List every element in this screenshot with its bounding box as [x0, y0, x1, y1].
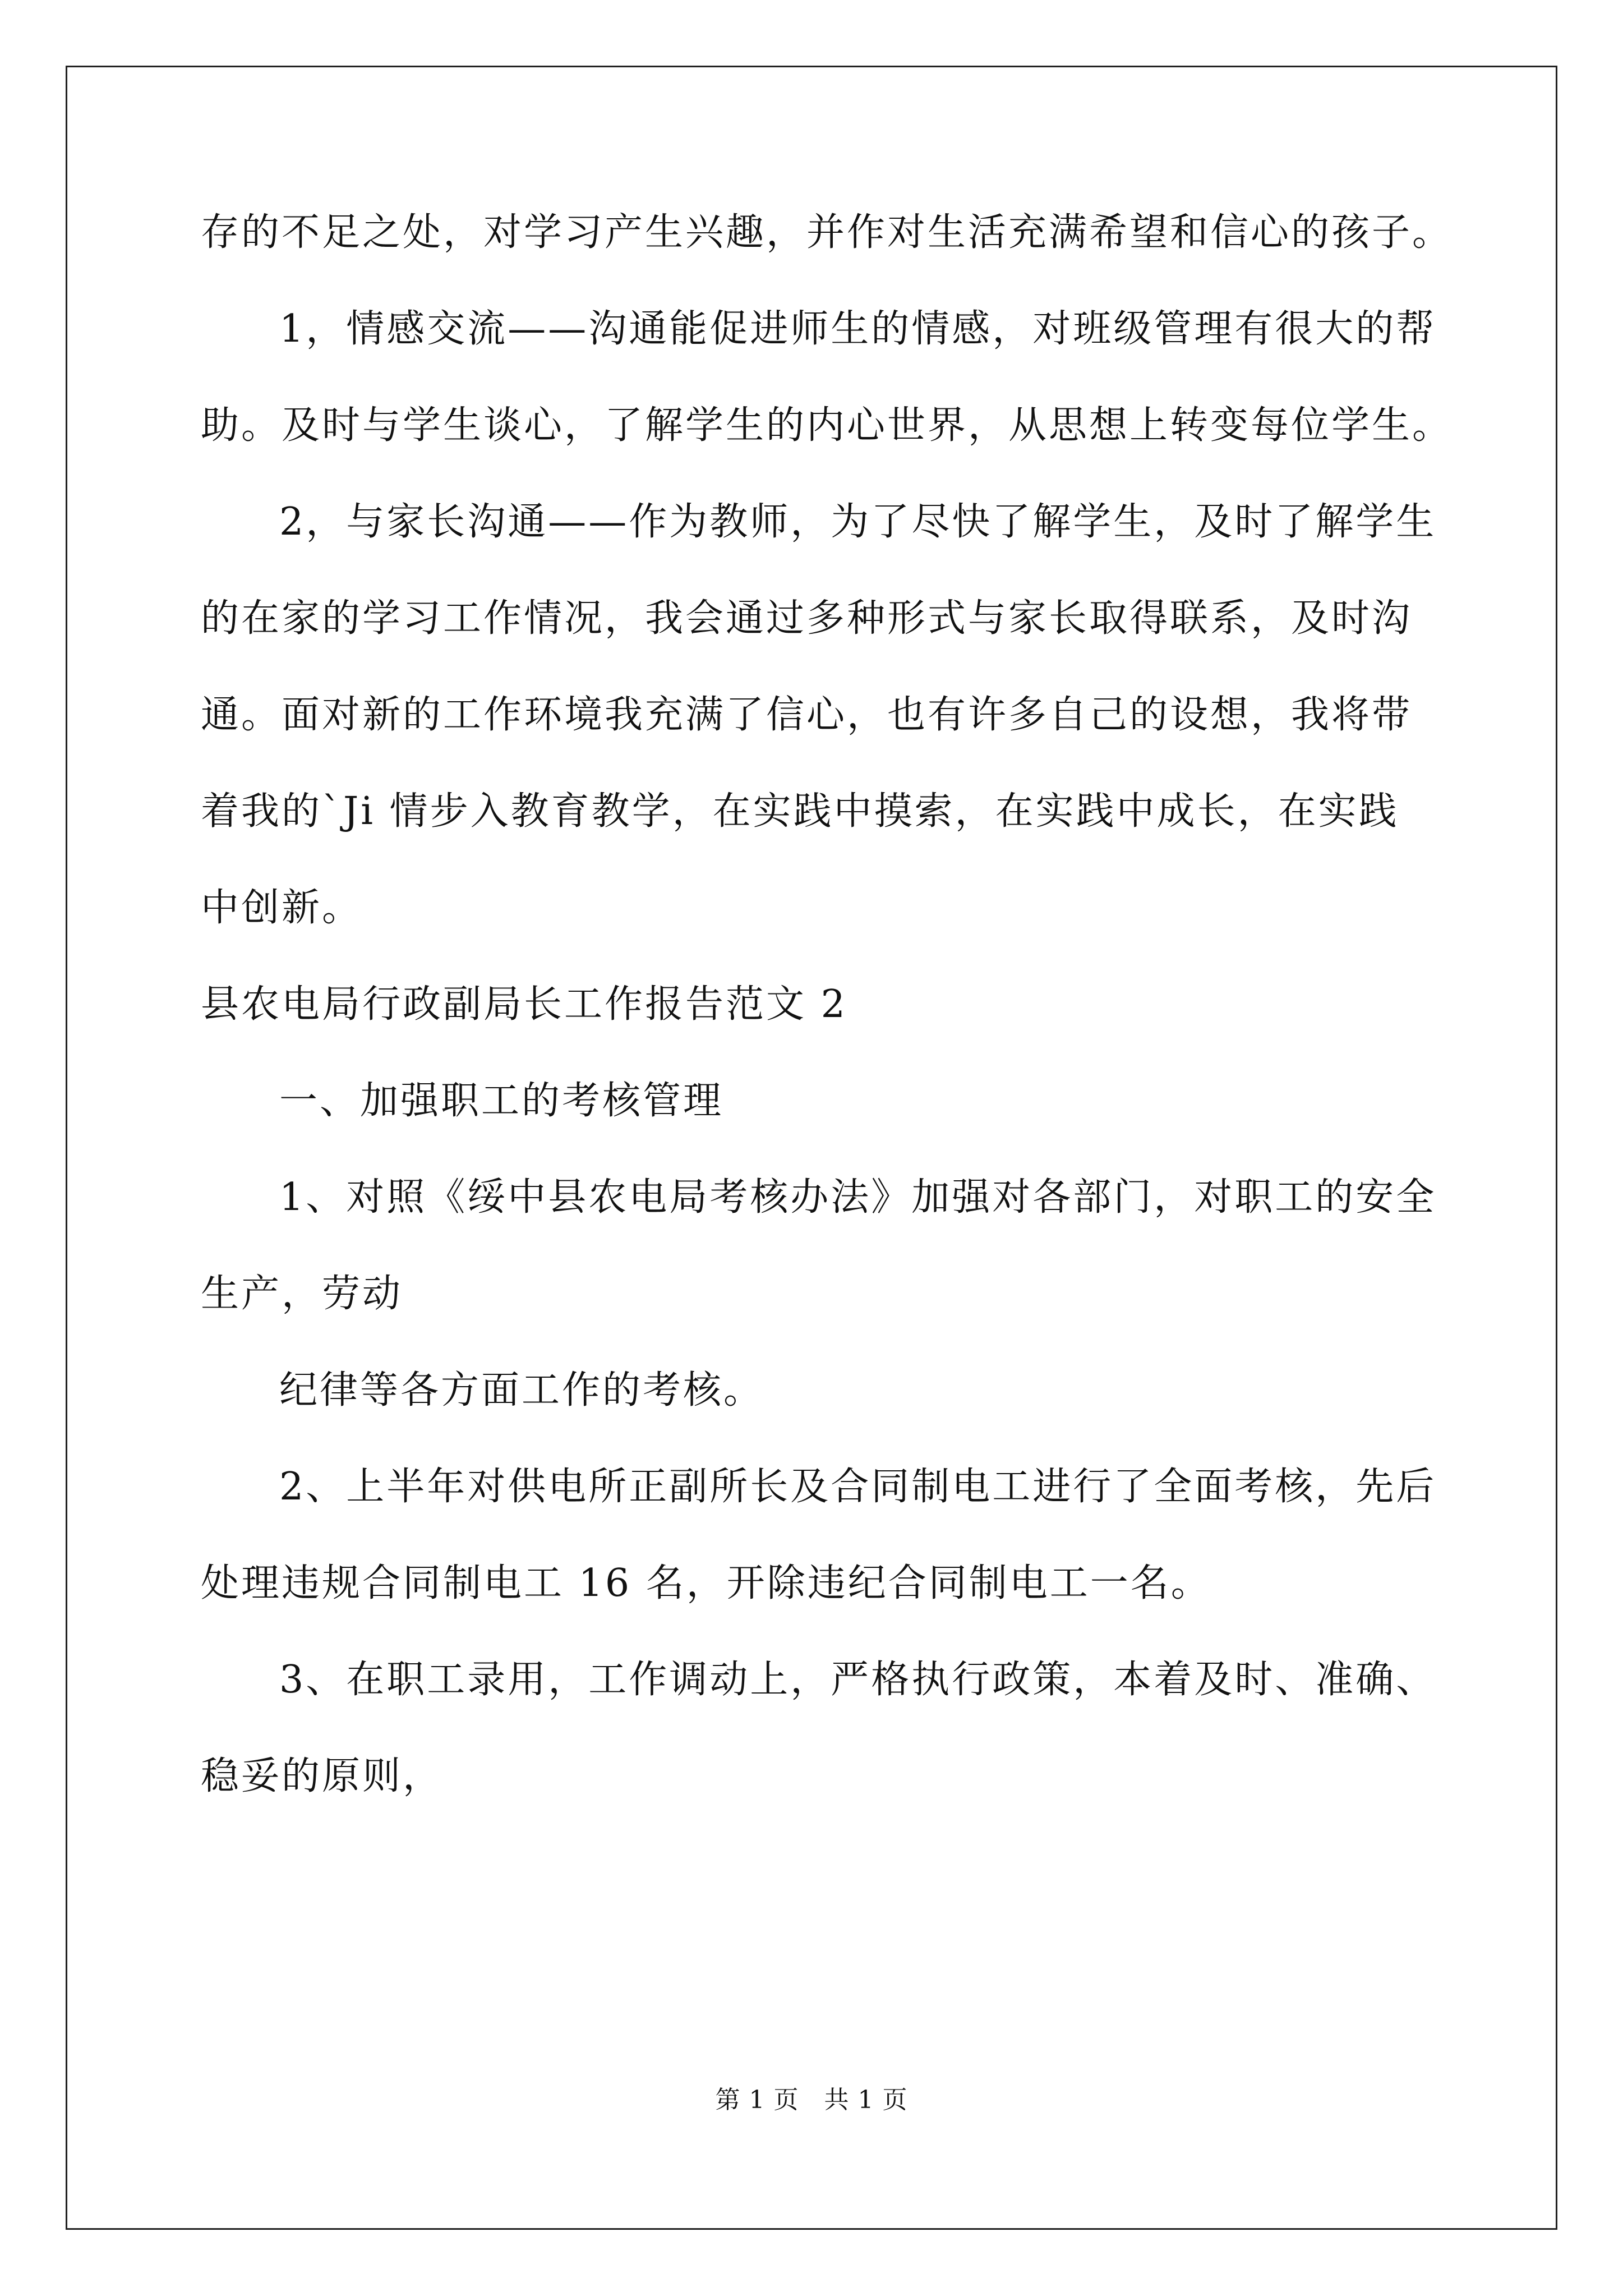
text-line: 通。面对新的工作环境我充满了信心，也有许多自己的设想，我将带: [201, 693, 1413, 737]
page-border: [66, 66, 1557, 2230]
text-line: 2、上半年对供电所正副所长及合同制电工进行了全面考核，先后: [279, 1465, 1437, 1509]
section-heading: 县农电局行政副局长工作报告范文 2: [201, 982, 847, 1027]
text-line: 2，与家长沟通——作为教师，为了尽快了解学生，及时了解学生: [279, 500, 1437, 544]
subsection-heading: 一、加强职工的考核管理: [279, 1079, 724, 1123]
text-line: 处理违规合同制电工 16 名，开除违纪合同制电工一名。: [201, 1561, 1211, 1605]
text-line: 中创新。: [201, 886, 363, 930]
text-line: 1，情感交流——沟通能促进师生的情感，对班级管理有很大的帮: [279, 307, 1437, 351]
text-line: 纪律等各方面工作的考核。: [279, 1368, 764, 1412]
text-line: 着我的`Ji 情步入教育教学，在实践中摸索，在实践中成长，在实践: [201, 789, 1399, 834]
text-line: 的在家的学习工作情况，我会通过多种形式与家长取得联系，及时沟: [201, 596, 1413, 641]
text-line: 稳妥的原则，: [201, 1754, 444, 1798]
text-line: 1、对照《绥中县农电局考核办法》加强对各部门，对职工的安全: [279, 1175, 1437, 1220]
text-line: 助。及时与学生谈心，了解学生的内心世界，从思想上转变每位学生。: [201, 403, 1453, 448]
text-line: 生产，劳动: [201, 1272, 403, 1316]
page-footer: 第 1 页 共 1 页: [715, 2086, 908, 2114]
text-line: 存的不足之处，对学习产生兴趣，并作对生活充满希望和信心的孩子。: [201, 210, 1453, 255]
text-line: 3、在职工录用，工作调动上，严格执行政策，本着及时、准确、: [279, 1658, 1437, 1702]
